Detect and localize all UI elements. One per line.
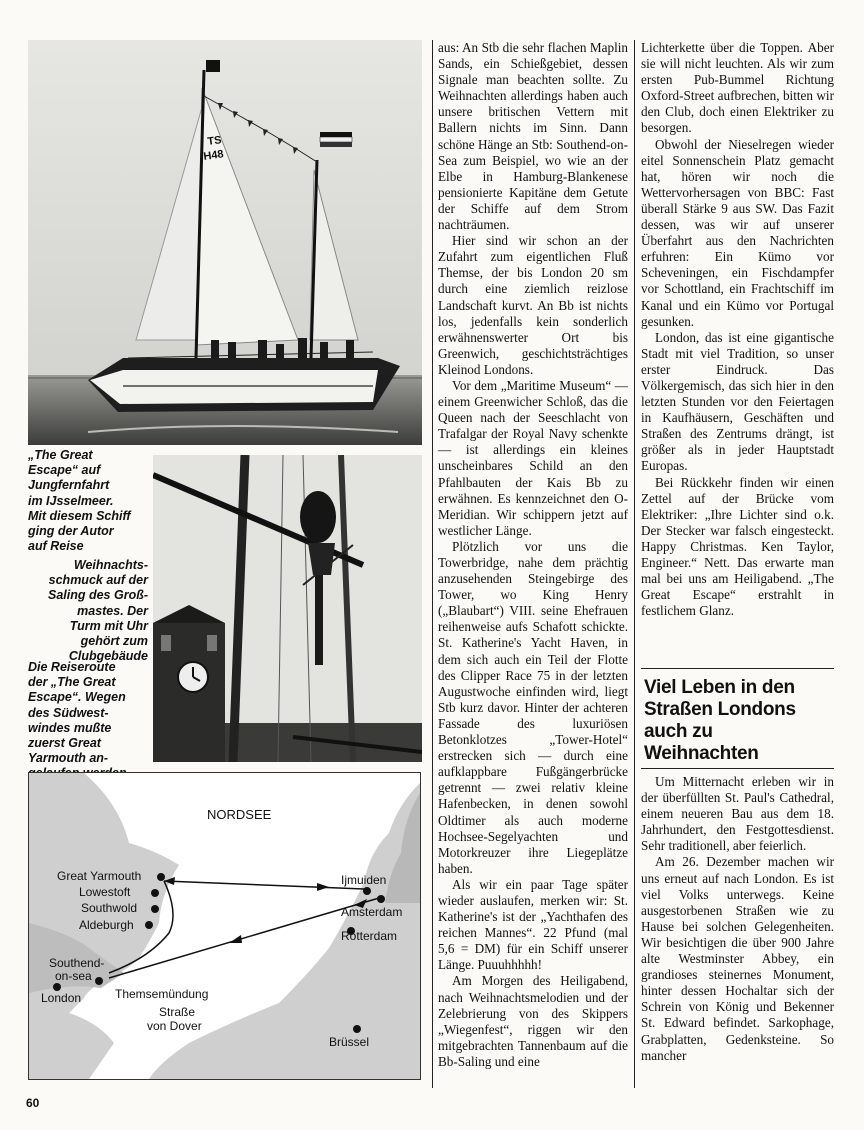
map-label-london: London bbox=[41, 991, 82, 1005]
page-number: 60 bbox=[26, 1096, 40, 1110]
caption-christmas-tree: Weihnachts- schmuck auf der Saling des Groß- mastes. Der Turm mit Uhr gehört zum Clubgebäude bbox=[47, 558, 148, 664]
mast-illustration bbox=[153, 455, 422, 762]
column-rule-1 bbox=[432, 40, 433, 1088]
paragraph: Lichterkette über die Toppen. Aber sie will nicht leuchten. Als wir zum ersten Pub-Bummel Richtung Oxford-Street aufbrechen, bitten wir den Club, doch einen Elektriker zu besorgen. bbox=[641, 40, 834, 136]
headline-rule-bottom bbox=[641, 768, 834, 769]
yacht-illustration bbox=[28, 40, 422, 445]
map-dot-london bbox=[53, 983, 61, 991]
map-dot-amsterdam bbox=[377, 895, 385, 903]
map-label-southend: Southend- bbox=[49, 956, 105, 970]
paragraph: Um Mitternacht erleben wir in der überfüllten St. Paul's Cathedral, einem neueren Bau aus dem 18. Jahrhundert, den Festgottesdienst. Sehr traditionell, aber feierlich. bbox=[641, 774, 834, 854]
map-label-ijmuiden: Ijmuiden bbox=[341, 873, 387, 887]
paragraph: Bei Rückkehr finden wir einen Zettel auf der Brücke vom Elektriker: „Ihre Lichter sind o.k. Der Stecker war falsch eingesteckt. Happy Christmas. Ken Taylor, Engineer.“ Nett. Das erwarte man mal bei uns am Heiligabend. „The Great Escape“ erstrahlt in festlichem Glanz. bbox=[641, 474, 834, 619]
paragraph: London, das ist eine gigantische Stadt mit viel Tradition, so unser erster Eindruck. Das Völkergemisch, das sich hier in den letzten Stunden vor den Feiertagen in Kaufhäusern, Geschäften und Straßen des Zentrums drängt, ist größer als in jeder Hauptstadt Europas. bbox=[641, 329, 834, 474]
photo-sailing-yacht bbox=[28, 40, 422, 445]
route-map bbox=[28, 772, 421, 1080]
map-label-southend-2: on-sea bbox=[55, 969, 92, 983]
article-column-2 bbox=[438, 40, 628, 1070]
map-dot-southwold bbox=[151, 905, 159, 913]
article-column-3-continued bbox=[641, 774, 834, 1064]
column-rule-2 bbox=[634, 40, 635, 1088]
caption-yacht: „The Great Escape“ auf Jungfernfahrt im IJsselmeer. Mit diesem Schiff ging der Autor auf Reise bbox=[28, 448, 131, 554]
map-dot-aldeburgh bbox=[145, 921, 153, 929]
map-label-amsterdam: Amsterdam bbox=[341, 905, 403, 919]
map-label-nordsee: NORDSEE bbox=[207, 807, 272, 822]
paragraph: Hier sind wir schon an der Zufahrt zum eigentlichen Fluß Themse, der bis London 20 sm durch eine ziemlich reizlose Landschaft kurvt. An Bb ist nichts los, jedenfalls kein sonderlich erwähnenswerter Ort bis Greenwich, geschichtsträchtiges Kleinod Londons. bbox=[438, 233, 628, 377]
paragraph: Plötzlich vor uns die Towerbridge, nahe dem prächtig anzusehenden Steingebirge des Tower, wo King Henry („Blaubart“) VIII. seine Ehefrauen reihenweise aufs Schafott schickte. St. Katherine's Yacht Haven, in dem sich auch ein Teil der Flotte des Clipper Race 75 in der letzten Augustwoche einfinden wird, liegt Stb kurz davor. Hinter der achteren Fassade des luxuriösen Betonklotzes „Tower-Hotel“ erstrecken sich — durch eine aufklappbare Fußgängerbrücke getrennt — zwei relativ kleine Hafenbecken, in denen sowohl Oldtimer als auch moderne Hochsee-Segelyachten und Motorkreuzer ihre Liegeplätze haben. bbox=[438, 538, 628, 876]
map-label-aldeburgh: Aldeburgh bbox=[79, 918, 134, 932]
map-label-great-yarmouth: Great Yarmouth bbox=[57, 869, 142, 883]
map-dot-ijmuiden bbox=[363, 887, 371, 895]
section-headline: Viel Leben in den Straßen Londons auch zu Weihnachten bbox=[644, 677, 796, 764]
headline-rule-top bbox=[641, 668, 834, 669]
map-label-von-dover: von Dover bbox=[147, 1019, 202, 1033]
map-dot-lowestoft bbox=[151, 889, 159, 897]
map-label-bruessel: Brüssel bbox=[329, 1035, 370, 1049]
svg-text:H48: H48 bbox=[202, 148, 225, 163]
photo-mast-christmas-tree bbox=[153, 455, 422, 762]
map-label-strasse: Straße bbox=[159, 1005, 196, 1019]
paragraph: Vor dem „Maritime Museum“ — einem Greenwicher Schloß, das die Queen nach der Seeschlacht von Trafalgar der Royal Navy schenkte — ist allerdings ein kleines unscheinbares Schild an den Pfahlbauten der Kais Bb zu erwähnen. Es kennzeichnet den O-Meridian. Wir schippern jetzt auf westlicher Länge. bbox=[438, 377, 628, 538]
map-dot-great-yarmouth bbox=[157, 873, 165, 881]
map-label-rotterdam: Rotterdam bbox=[341, 929, 398, 943]
paragraph: Am Morgen des Heiligabend, nach Weihnachtsmelodien und der Zelebrierung von des Skippers „Wiegenfest“, riggen wir den mitgebrachten Tannenbaum auf die Bb-Saling und eine bbox=[438, 973, 628, 1069]
caption-route: Die Reiseroute der „The Great Escape“. Wegen des Südwest- windes mußte zuerst Great Yarmouth an- bbox=[28, 660, 126, 766]
map-dot-bruessel bbox=[353, 1025, 361, 1033]
sail-number: TS bbox=[206, 134, 223, 148]
paragraph: Obwohl der Nieselregen wieder eitel Sonnenschein Platz gemacht hat, hören wir noch die Wettervorhersagen von BBC: Fast überall Stärke 9 aus SW. Das Fazit dessen, was wir auf unserer Überfahrt aus den Nachrichten erfuhren: Ein Kümo vor Scheveningen, ein Fischdampfer vor Schottland, ein Frachtschiff im Kanal und ein Kümo vor Portugal gesunken. bbox=[641, 136, 834, 329]
map-label-lowestoft: Lowestoft bbox=[79, 885, 131, 899]
paragraph: Am 26. Dezember machen wir uns erneut auf nach London. Es ist viel Volks unterwegs. Keine ausgestorbenen Straßen wie zu Hause bei solchen Gelegenheiten. Wir besichtigen die über 900 Jahre alte Westminster Abbey, ein grandioses steinernes Monument, hinter dessen Hochaltar sich der Schrein von König und Bekenner St. Edward befindet. Sarkophage, Grabplatten, Gedenksteine. So mancher bbox=[641, 854, 834, 1063]
map-dot-southend bbox=[95, 977, 103, 985]
article-column-3 bbox=[641, 40, 834, 619]
map-label-themsemuendung: Themsemündung bbox=[115, 987, 209, 1001]
paragraph: Als wir ein paar Tage später wieder auslaufen, merken wir: St. Katherine's ist der „Yachthafen des reichen Mannes“. 22 Pfund (mal 5,6 = DM) für ein Schiff unserer Länge. Puuuhhhhh! bbox=[438, 876, 628, 973]
map-label-southwold: Southwold bbox=[81, 901, 138, 915]
paragraph: aus: An Stb die sehr flachen Maplin Sands, ein Schießgebiet, dessen Signale man beachten sollte. Zu Weihnachten allerdings haben auch unsere britischen Vettern mit Ballern nichts im Sinn. Dann schöne Hänge an Stb: Southend-on-Sea zum Beispiel, wo wie an der Elbe in Hamburg-Blankenese pensionierte Kapitäne dem Getute der Schiffe auf dem Strom nachträumen. bbox=[438, 40, 628, 233]
